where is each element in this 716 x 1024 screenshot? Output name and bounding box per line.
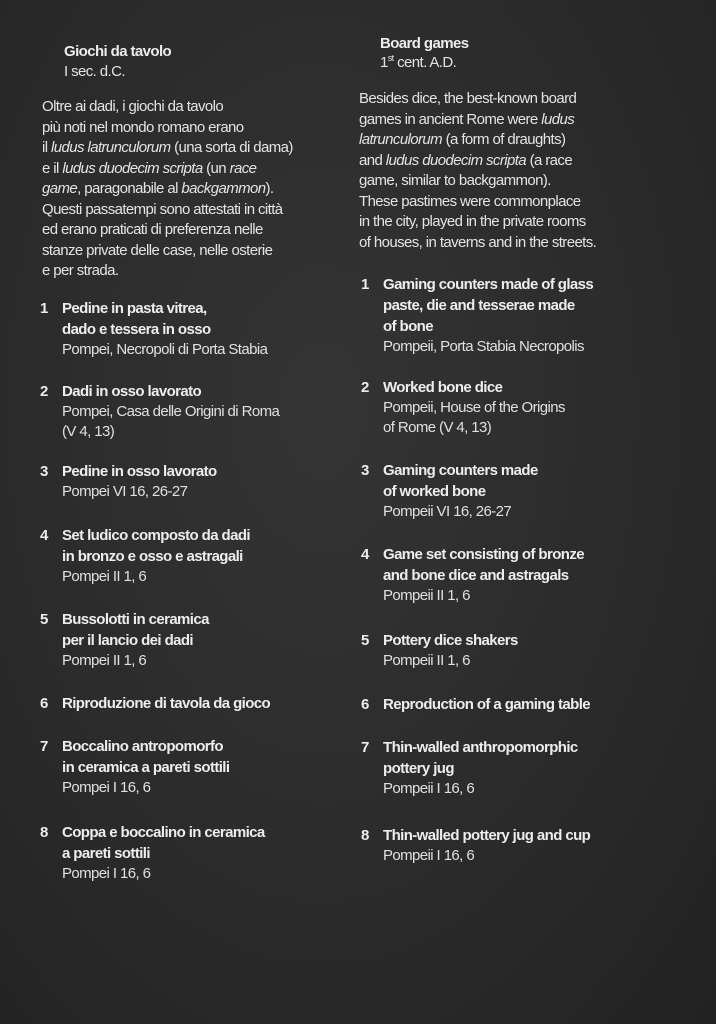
- intro-text: ).: [265, 180, 274, 197]
- item-number: 7: [361, 739, 369, 756]
- item-findspot: of Rome (V 4, 13): [383, 419, 492, 436]
- item-name: Coppa e boccalino in ceramica: [62, 824, 265, 841]
- english-subtitle-suffix: cent. A.D.: [393, 54, 457, 71]
- intro-text: (a form of draughts): [442, 131, 566, 148]
- item-findspot: Pompeii II 1, 6: [383, 652, 470, 669]
- intro-line: [42, 118, 293, 139]
- intro-italic-text: latrunculorum: [359, 131, 443, 148]
- intro-text: and: [359, 151, 386, 169]
- intro-text: stanze private delle case, nelle osterie: [42, 241, 273, 259]
- intro-text: , paragonabile al: [77, 180, 182, 197]
- item-number: 5: [40, 611, 48, 628]
- intro-italic-text: ludus: [541, 110, 575, 128]
- intro-line: [42, 97, 293, 118]
- english-intro: [359, 89, 596, 253]
- item-name: Game set consisting of bronze: [383, 546, 584, 563]
- item-findspot: Pompei I 16, 6: [62, 865, 151, 882]
- item-body: [62, 609, 209, 671]
- item-name: dado e tessera in osso: [62, 321, 211, 338]
- intro-italic-text: ludus latrunculorum: [51, 139, 171, 156]
- intro-text: più noti nel mondo romano erano: [42, 118, 244, 136]
- intro-text: e per strada.: [42, 262, 119, 279]
- item-body: [383, 460, 538, 522]
- intro-line: [359, 212, 596, 233]
- intro-line: [42, 261, 293, 282]
- intro-italic-text: backgammon: [181, 180, 266, 197]
- intro-text: Besides dice, the best-known board: [359, 90, 577, 107]
- item-body: [62, 381, 279, 442]
- item-body: [383, 274, 593, 357]
- item-name: Dadi in osso lavorato: [62, 383, 202, 400]
- item-number: 7: [40, 738, 48, 755]
- item-name: Pedine in pasta vitrea,: [62, 300, 207, 317]
- item-name: in bronzo e osso e astragali: [62, 548, 243, 565]
- intro-line: [359, 151, 596, 172]
- item-number: 1: [361, 276, 369, 293]
- item-body: [62, 822, 265, 884]
- item-findspot: Pompeii VI 16, 26-27: [383, 503, 512, 520]
- intro-text: (a race: [526, 151, 573, 169]
- item-body: [62, 693, 270, 714]
- intro-italic-text: ludus duodecim scripta: [385, 151, 527, 169]
- intro-line: [359, 233, 596, 254]
- item-name: Reproduction of a gaming table: [383, 696, 591, 713]
- item-findspot: Pompei II 1, 6: [62, 568, 147, 585]
- italian-title: Giochi da tavolo: [64, 43, 172, 60]
- item-number: 1: [40, 300, 48, 317]
- item-name: Gaming counters made: [383, 462, 538, 479]
- item-findspot: Pompeii I 16, 6: [383, 847, 475, 864]
- intro-text: game, similar to backgammon).: [359, 172, 551, 189]
- intro-text: of houses, in taverns and in the streets.: [359, 233, 597, 251]
- english-title: Board games: [380, 35, 469, 52]
- intro-italic-text: ludus duodecim scripta: [62, 159, 203, 177]
- intro-line: [359, 89, 596, 110]
- intro-italic-text: game: [42, 180, 78, 197]
- item-name: Gaming counters made of glass: [383, 276, 594, 293]
- item-name: Thin-walled anthropomorphic: [383, 739, 578, 756]
- item-body: [62, 298, 267, 360]
- italian-intro: [42, 97, 293, 282]
- item-findspot: Pompei I 16, 6: [62, 779, 151, 796]
- item-number: 8: [361, 827, 369, 844]
- english-subtitle: [380, 53, 456, 72]
- item-name: Boccalino antropomorfo: [62, 738, 223, 755]
- intro-line: [359, 171, 596, 192]
- item-body: [383, 544, 584, 606]
- item-name: pottery jug: [383, 760, 454, 777]
- item-name: Pottery dice shakers: [383, 632, 518, 649]
- item-name: of bone: [383, 318, 433, 335]
- item-number: 3: [40, 463, 48, 480]
- item-findspot: Pompei II 1, 6: [62, 652, 147, 669]
- item-number: 2: [40, 383, 48, 400]
- item-findspot: Pompeii, House of the Origins: [383, 399, 565, 416]
- item-body: [383, 694, 590, 715]
- item-name: in ceramica a pareti sottili: [62, 759, 230, 776]
- item-number: 8: [40, 824, 48, 841]
- intro-line: [42, 220, 293, 241]
- intro-text: Questi passatempi sono attestati in città: [42, 200, 283, 218]
- item-findspot: Pompeii, Porta Stabia Necropolis: [383, 338, 584, 355]
- item-body: [383, 737, 578, 799]
- intro-text: These pastimes were commonplace: [359, 192, 581, 210]
- italian-subtitle: I sec. d.C.: [64, 63, 125, 80]
- intro-line: [359, 130, 596, 151]
- item-name: per il lancio dei dadi: [62, 632, 193, 649]
- item-findspot: Pompei VI 16, 26-27: [62, 483, 188, 500]
- intro-line: [42, 159, 293, 180]
- intro-italic-text: race: [229, 159, 257, 177]
- item-name: Thin-walled pottery jug and cup: [383, 827, 591, 844]
- item-name: Pedine in osso lavorato: [62, 463, 217, 480]
- item-body: [383, 377, 565, 438]
- item-findspot: Pompeii II 1, 6: [383, 587, 470, 604]
- intro-text: ed erano praticati di preferenza nelle: [42, 221, 263, 238]
- item-name: of worked bone: [383, 483, 486, 500]
- item-body: [383, 630, 518, 671]
- item-name: and bone dice and astragals: [383, 567, 569, 584]
- item-name: Worked bone dice: [383, 379, 503, 396]
- intro-text: in the city, played in the private rooms: [359, 213, 586, 230]
- item-name: Bussolotti in ceramica: [62, 611, 209, 628]
- item-findspot: Pompei, Casa delle Origini di Roma: [62, 403, 280, 420]
- intro-text: (una sorta di dama): [170, 139, 293, 156]
- intro-line: [359, 110, 596, 131]
- intro-text: (un: [202, 159, 230, 177]
- item-name: Riproduzione di tavola da gioco: [62, 695, 271, 712]
- item-body: [383, 825, 590, 866]
- item-number: 3: [361, 462, 369, 479]
- item-body: [62, 525, 250, 587]
- intro-text: Oltre ai dadi, i giochi da tavolo: [42, 98, 224, 115]
- intro-line: [42, 179, 293, 200]
- intro-text: il: [42, 139, 52, 156]
- english-subtitle-sup: st: [387, 53, 394, 63]
- english-subtitle-ordinal: 1: [380, 54, 388, 71]
- item-findspot: Pompeii I 16, 6: [383, 780, 475, 797]
- intro-line: [42, 138, 293, 159]
- item-number: 6: [361, 696, 369, 713]
- item-number: 6: [40, 695, 48, 712]
- intro-text: games in ancient Rome were: [359, 110, 542, 128]
- item-body: [62, 736, 229, 798]
- item-name: Set ludico composto da dadi: [62, 527, 250, 544]
- item-name: a pareti sottili: [62, 845, 150, 862]
- intro-line: [42, 200, 293, 221]
- item-body: [62, 461, 217, 502]
- item-findspot: Pompei, Necropoli di Porta Stabia: [62, 341, 268, 358]
- item-name: paste, die and tesserae made: [383, 297, 575, 314]
- item-findspot: (V 4, 13): [62, 423, 115, 440]
- item-number: 2: [361, 379, 369, 396]
- intro-text: e il: [42, 159, 63, 177]
- item-number: 4: [361, 546, 369, 563]
- item-number: 4: [40, 527, 48, 544]
- intro-line: [42, 241, 293, 262]
- item-number: 5: [361, 632, 369, 649]
- intro-line: [359, 192, 596, 213]
